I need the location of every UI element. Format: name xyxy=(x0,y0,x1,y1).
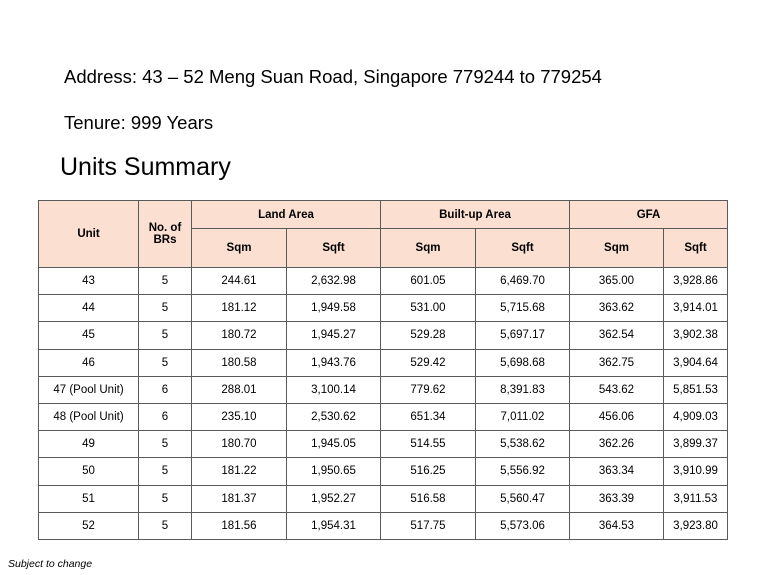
cell-builtup-sqft: 5,573.06 xyxy=(476,512,570,539)
cell-brs: 5 xyxy=(139,458,192,485)
cell-builtup-sqm: 529.42 xyxy=(381,349,476,376)
table-row xyxy=(39,485,728,512)
cell-land-sqm: 180.58 xyxy=(192,349,287,376)
cell-builtup-sqft: 5,538.62 xyxy=(476,431,570,458)
cell-unit: 48 (Pool Unit) xyxy=(39,403,139,430)
cell-unit: 44 xyxy=(39,295,139,322)
table-row xyxy=(39,376,728,403)
cell-gfa-sqm: 362.54 xyxy=(570,322,664,349)
cell-land-sqft: 1,945.27 xyxy=(287,322,381,349)
cell-land-sqft: 1,952.27 xyxy=(287,485,381,512)
cell-gfa-sqm: 543.62 xyxy=(570,376,664,403)
cell-builtup-sqft: 7,011.02 xyxy=(476,403,570,430)
table-body xyxy=(39,268,728,540)
cell-builtup-sqm: 514.55 xyxy=(381,431,476,458)
cell-builtup-sqm: 601.05 xyxy=(381,268,476,295)
cell-builtup-sqm: 516.58 xyxy=(381,485,476,512)
table-row xyxy=(39,322,728,349)
header-gfa-sqm: Sqm xyxy=(570,229,664,268)
cell-gfa-sqft: 3,902.38 xyxy=(664,322,728,349)
cell-builtup-sqft: 5,698.68 xyxy=(476,349,570,376)
cell-builtup-sqm: 779.62 xyxy=(381,376,476,403)
cell-unit: 46 xyxy=(39,349,139,376)
header-gfa: GFA xyxy=(570,201,728,229)
cell-unit: 51 xyxy=(39,485,139,512)
cell-builtup-sqm: 651.34 xyxy=(381,403,476,430)
table-row xyxy=(39,268,728,295)
cell-brs: 5 xyxy=(139,431,192,458)
cell-gfa-sqft: 3,899.37 xyxy=(664,431,728,458)
cell-unit: 49 xyxy=(39,431,139,458)
cell-builtup-sqft: 5,560.47 xyxy=(476,485,570,512)
cell-brs: 5 xyxy=(139,349,192,376)
table-row xyxy=(39,403,728,430)
cell-unit: 45 xyxy=(39,322,139,349)
units-summary-title: Units Summary xyxy=(60,153,231,181)
cell-brs: 5 xyxy=(139,295,192,322)
cell-land-sqm: 235.10 xyxy=(192,403,287,430)
cell-gfa-sqm: 363.62 xyxy=(570,295,664,322)
cell-land-sqft: 1,950.65 xyxy=(287,458,381,485)
cell-gfa-sqm: 456.06 xyxy=(570,403,664,430)
header-built-up-area: Built-up Area xyxy=(381,201,570,229)
cell-builtup-sqft: 8,391.83 xyxy=(476,376,570,403)
cell-gfa-sqft: 5,851.53 xyxy=(664,376,728,403)
header-builtup-sqm: Sqm xyxy=(381,229,476,268)
header-land-sqm: Sqm xyxy=(192,229,287,268)
cell-brs: 5 xyxy=(139,512,192,539)
cell-builtup-sqm: 529.28 xyxy=(381,322,476,349)
cell-gfa-sqm: 363.34 xyxy=(570,458,664,485)
cell-land-sqm: 180.72 xyxy=(192,322,287,349)
cell-land-sqft: 2,632.98 xyxy=(287,268,381,295)
cell-gfa-sqm: 362.75 xyxy=(570,349,664,376)
cell-gfa-sqft: 3,904.64 xyxy=(664,349,728,376)
cell-gfa-sqft: 3,928.86 xyxy=(664,268,728,295)
cell-land-sqft: 1,943.76 xyxy=(287,349,381,376)
cell-builtup-sqft: 5,556.92 xyxy=(476,458,570,485)
cell-land-sqft: 3,100.14 xyxy=(287,376,381,403)
cell-unit: 52 xyxy=(39,512,139,539)
cell-builtup-sqft: 5,715.68 xyxy=(476,295,570,322)
table-row xyxy=(39,458,728,485)
cell-land-sqm: 181.12 xyxy=(192,295,287,322)
cell-gfa-sqft: 3,910.99 xyxy=(664,458,728,485)
cell-gfa-sqft: 4,909.03 xyxy=(664,403,728,430)
header-unit: Unit xyxy=(39,201,139,268)
cell-unit: 50 xyxy=(39,458,139,485)
cell-land-sqft: 1,949.58 xyxy=(287,295,381,322)
cell-land-sqft: 1,954.31 xyxy=(287,512,381,539)
header-brs: No. of BRs xyxy=(139,201,192,268)
header-gfa-sqft: Sqft xyxy=(664,229,728,268)
cell-brs: 5 xyxy=(139,485,192,512)
cell-land-sqft: 1,945.05 xyxy=(287,431,381,458)
cell-gfa-sqft: 3,923.80 xyxy=(664,512,728,539)
address-text: Address: 43 – 52 Meng Suan Road, Singapore 779244 to 779254 xyxy=(64,66,602,87)
cell-land-sqm: 181.56 xyxy=(192,512,287,539)
cell-gfa-sqft: 3,911.53 xyxy=(664,485,728,512)
cell-brs: 5 xyxy=(139,268,192,295)
cell-builtup-sqm: 516.25 xyxy=(381,458,476,485)
cell-builtup-sqm: 517.75 xyxy=(381,512,476,539)
cell-gfa-sqft: 3,914.01 xyxy=(664,295,728,322)
cell-unit: 43 xyxy=(39,268,139,295)
subject-to-change-note: Subject to change xyxy=(8,558,93,570)
table-row xyxy=(39,431,728,458)
cell-land-sqft: 2,530.62 xyxy=(287,403,381,430)
cell-unit: 47 (Pool Unit) xyxy=(39,376,139,403)
units-summary-table xyxy=(38,200,728,540)
cell-brs: 6 xyxy=(139,376,192,403)
cell-gfa-sqm: 362.26 xyxy=(570,431,664,458)
cell-land-sqm: 181.22 xyxy=(192,458,287,485)
table-row xyxy=(39,295,728,322)
header-land-area: Land Area xyxy=(192,201,381,229)
cell-brs: 5 xyxy=(139,322,192,349)
table-row xyxy=(39,512,728,539)
cell-gfa-sqm: 364.53 xyxy=(570,512,664,539)
cell-gfa-sqm: 365.00 xyxy=(570,268,664,295)
cell-land-sqm: 288.01 xyxy=(192,376,287,403)
header-land-sqft: Sqft xyxy=(287,229,381,268)
cell-land-sqm: 244.61 xyxy=(192,268,287,295)
cell-builtup-sqft: 6,469.70 xyxy=(476,268,570,295)
cell-builtup-sqm: 531.00 xyxy=(381,295,476,322)
cell-land-sqm: 180.70 xyxy=(192,431,287,458)
cell-builtup-sqft: 5,697.17 xyxy=(476,322,570,349)
header-builtup-sqft: Sqft xyxy=(476,229,570,268)
cell-gfa-sqm: 363.39 xyxy=(570,485,664,512)
cell-brs: 6 xyxy=(139,403,192,430)
cell-land-sqm: 181.37 xyxy=(192,485,287,512)
table-header-row xyxy=(39,201,728,229)
tenure-text: Tenure: 999 Years xyxy=(64,112,214,133)
table-row xyxy=(39,349,728,376)
